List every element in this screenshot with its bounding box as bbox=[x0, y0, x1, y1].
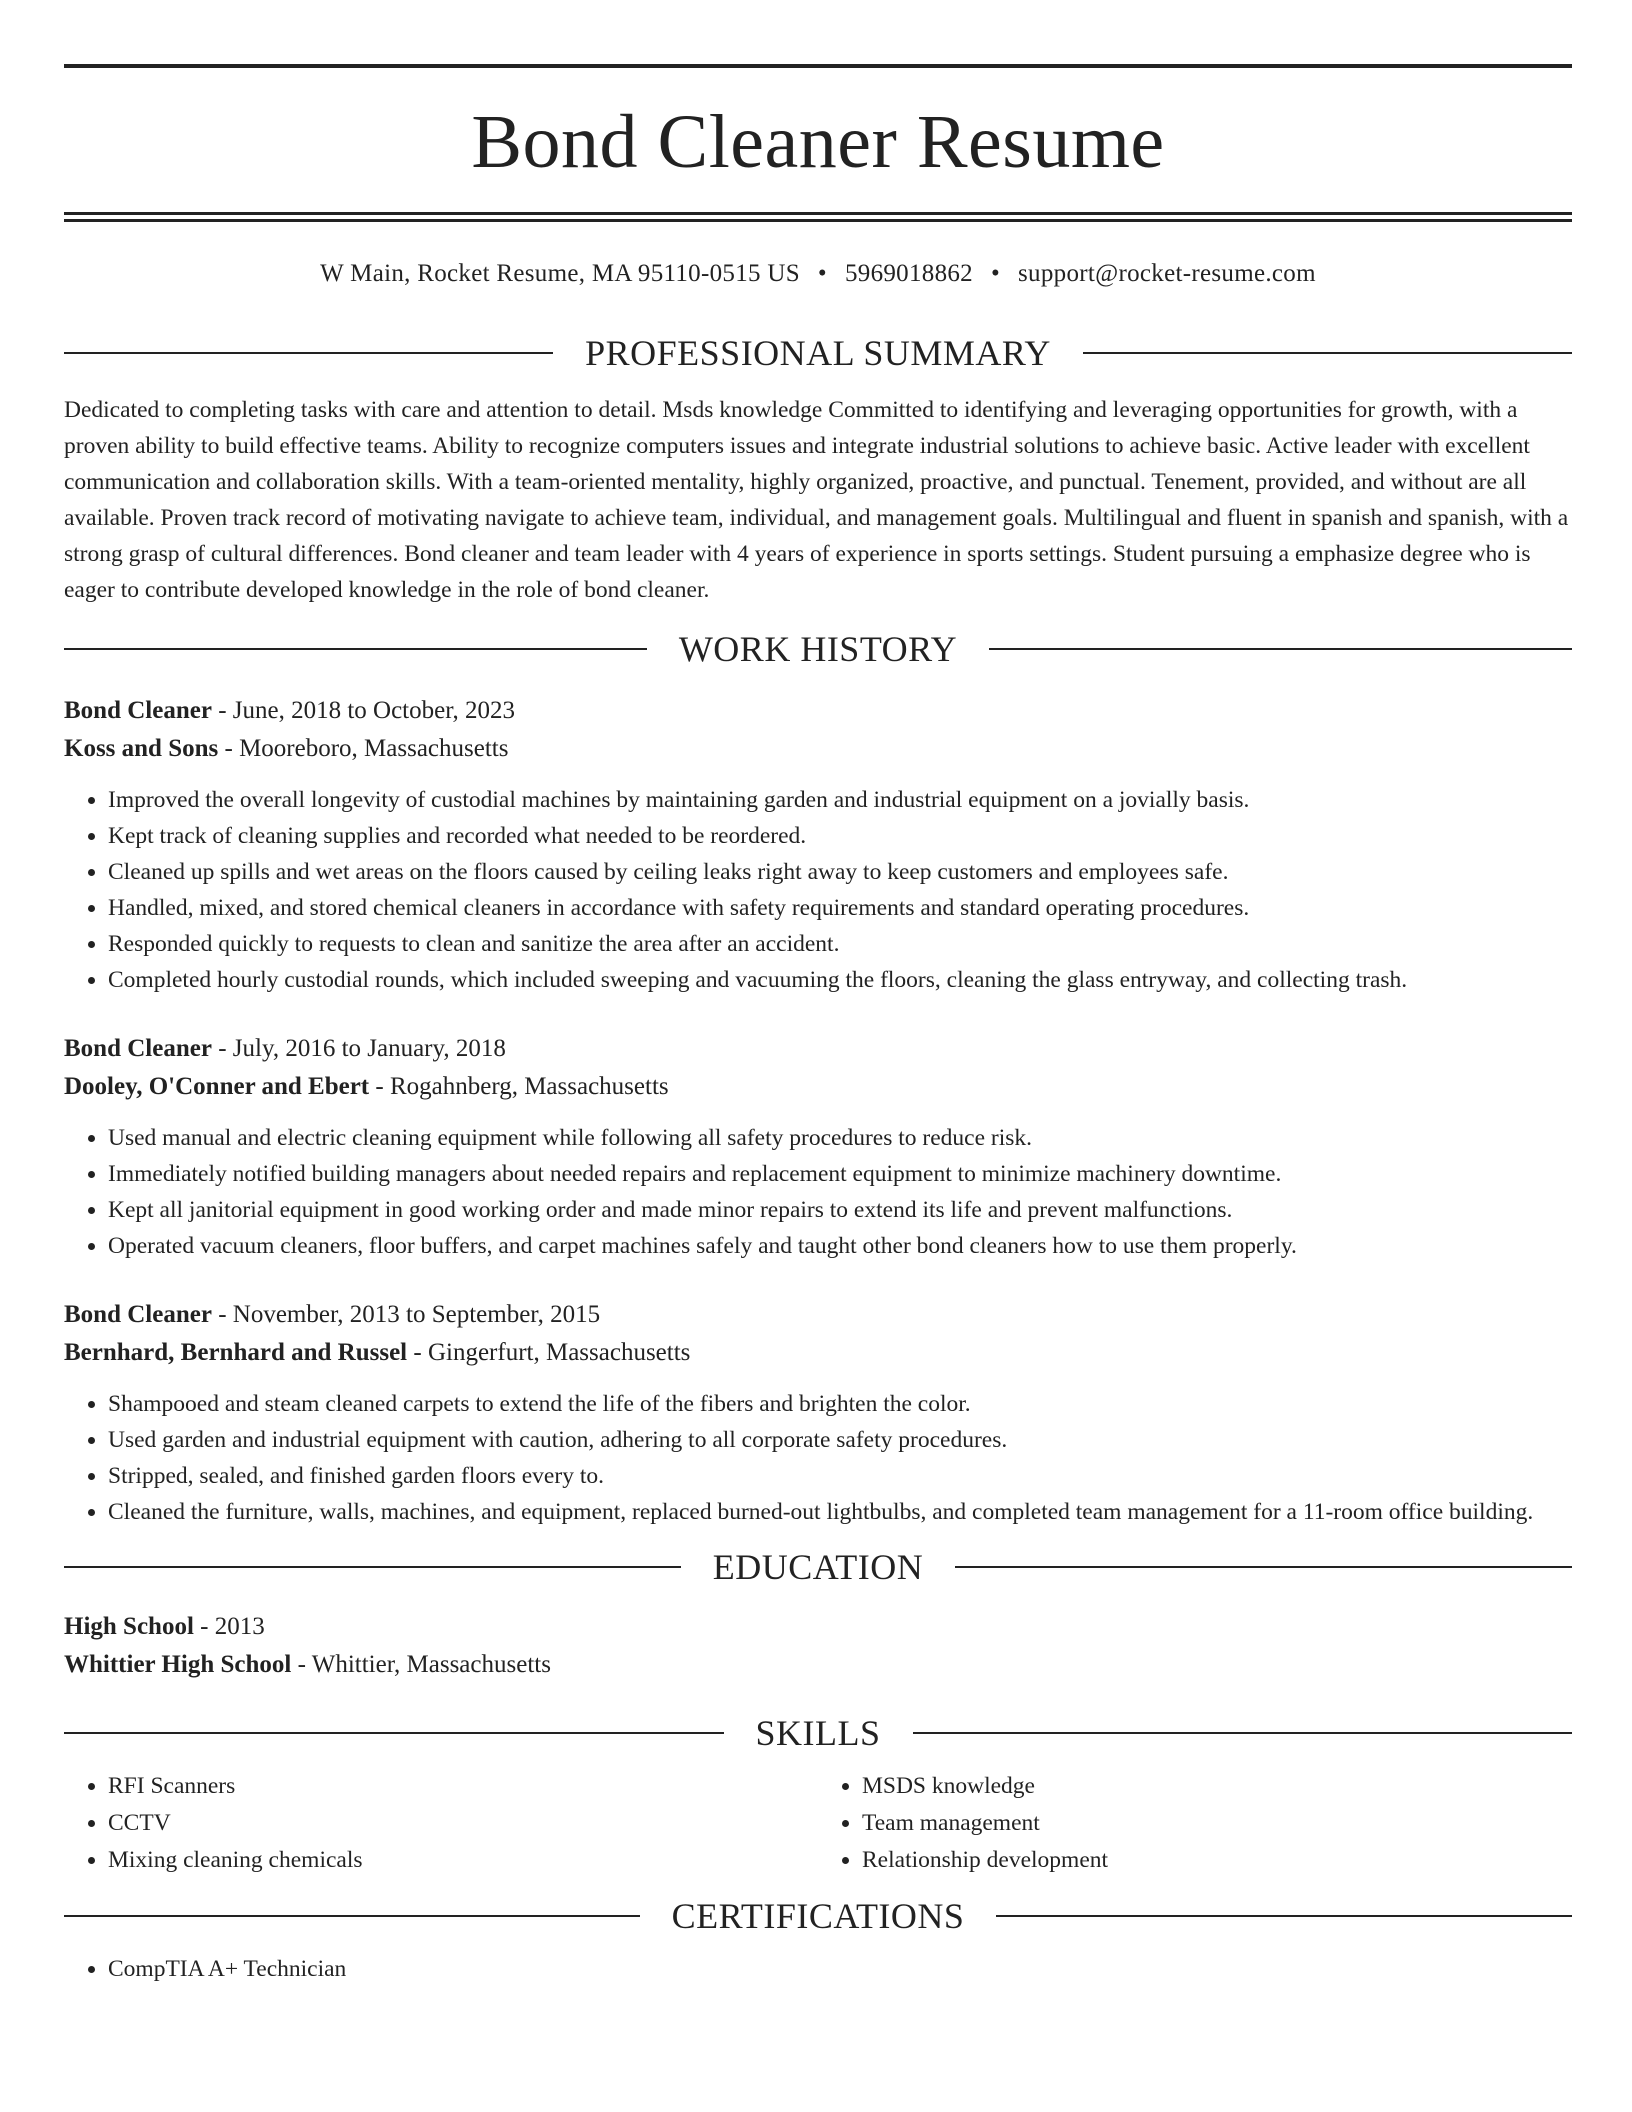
heading-rule bbox=[1083, 352, 1572, 354]
work-section-heading bbox=[64, 628, 1572, 670]
skill-item: • CCTV bbox=[108, 1805, 818, 1842]
skill-item: • Relationship development bbox=[862, 1842, 1572, 1879]
heading-rule bbox=[64, 1566, 681, 1568]
job-bullets bbox=[64, 1386, 1572, 1530]
job-title: Bond Cleaner bbox=[64, 1301, 212, 1328]
skills-column-left bbox=[64, 1768, 818, 1879]
job-bullet: • Completed hourly custodial rounds, which included sweeping and vacuuming the floors, cleaning the glass entryway, and collecting trash. bbox=[108, 962, 1572, 998]
skill-item: • MSDS knowledge bbox=[862, 1768, 1572, 1805]
education-entry bbox=[64, 1608, 1572, 1684]
education-heading-label: EDUCATION bbox=[712, 1547, 924, 1587]
job-dates: - June, 2018 to October, 2023 bbox=[211, 697, 516, 724]
certification-item: • CompTIA A+ Technician bbox=[108, 1951, 1572, 1987]
job-bullet: • Handled, mixed, and stored chemical cleaners in accordance with safety requirements and standard operating procedures. bbox=[108, 890, 1572, 926]
job-company-line bbox=[64, 1334, 1572, 1372]
job-title: Bond Cleaner bbox=[64, 697, 212, 724]
summary-heading-label: PROFESSIONAL SUMMARY bbox=[585, 333, 1051, 373]
certifications-section-heading bbox=[64, 1895, 1572, 1937]
education-degree: High School bbox=[64, 1613, 194, 1640]
job-bullet: • Used garden and industrial equipment with caution, adhering to all corporate safety procedures. bbox=[108, 1422, 1572, 1458]
job-title-line bbox=[64, 692, 1572, 730]
certifications-heading-label: CERTIFICATIONS bbox=[671, 1896, 965, 1936]
job-company-line bbox=[64, 1068, 1572, 1106]
work-heading-label: WORK HISTORY bbox=[678, 629, 958, 669]
resume-title: Bond Cleaner Resume bbox=[471, 100, 1165, 184]
job-bullets bbox=[64, 1120, 1572, 1264]
skill-item: • Mixing cleaning chemicals bbox=[108, 1842, 818, 1879]
heading-rule bbox=[64, 352, 553, 354]
job-dates: - November, 2013 to September, 2015 bbox=[211, 1301, 601, 1328]
job-bullet: • Cleaned the furniture, walls, machines, and equipment, replaced burned-out lightbulbs, and completed team management for a 11-room office building. bbox=[108, 1494, 1572, 1530]
education-section-heading bbox=[64, 1546, 1572, 1588]
resume-page bbox=[64, 64, 1572, 1987]
job-company: Koss and Sons bbox=[64, 735, 219, 762]
job-bullet: • Kept all janitorial equipment in good working order and made minor repairs to extend its life and prevent malfunctions. bbox=[108, 1192, 1572, 1228]
job-bullet: • Operated vacuum cleaners, floor buffers, and carpet machines safely and taught other bond cleaners how to use them properly. bbox=[108, 1228, 1572, 1264]
contact-phone: 5969018862 bbox=[844, 260, 973, 287]
skills-list bbox=[64, 1768, 1572, 1879]
education-year: - 2013 bbox=[193, 1613, 265, 1640]
job-bullet: • Shampooed and steam cleaned carpets to extend the life of the fibers and brighten the color. bbox=[108, 1386, 1572, 1422]
education-degree-line bbox=[64, 1608, 1572, 1646]
job-bullet: • Responded quickly to requests to clean and sanitize the area after an accident. bbox=[108, 926, 1572, 962]
heading-rule bbox=[989, 648, 1572, 650]
top-rule bbox=[64, 64, 1572, 68]
job-title: Bond Cleaner bbox=[64, 1035, 212, 1062]
heading-rule bbox=[64, 648, 647, 650]
heading-rule bbox=[955, 1566, 1572, 1568]
skills-heading-label: SKILLS bbox=[755, 1713, 881, 1753]
summary-section-heading bbox=[64, 332, 1572, 374]
job-bullet: • Used manual and electric cleaning equipment while following all safety procedures to reduce risk. bbox=[108, 1120, 1572, 1156]
contact-separator: • bbox=[990, 260, 1001, 287]
skills-column-right bbox=[818, 1768, 1572, 1879]
job-entry bbox=[64, 1296, 1572, 1530]
skill-item: • RFI Scanners bbox=[108, 1768, 818, 1805]
job-entry bbox=[64, 692, 1572, 998]
job-bullets bbox=[64, 782, 1572, 998]
job-location: - Rogahnberg, Massachusetts bbox=[369, 1073, 669, 1100]
job-title-line bbox=[64, 1296, 1572, 1334]
contact-separator: • bbox=[817, 260, 827, 287]
heading-rule bbox=[913, 1732, 1573, 1734]
job-dates: - July, 2016 to January, 2018 bbox=[211, 1035, 506, 1062]
job-company: Dooley, O'Conner and Ebert bbox=[64, 1073, 370, 1100]
job-title-line bbox=[64, 1030, 1572, 1068]
heading-rule bbox=[64, 1915, 640, 1917]
job-location: - Gingerfurt, Massachusetts bbox=[407, 1339, 691, 1366]
job-bullet: • Cleaned up spills and wet areas on the floors caused by ceiling leaks right away to keep customers and employees safe. bbox=[108, 854, 1572, 890]
job-company: Bernhard, Bernhard and Russel bbox=[64, 1339, 408, 1366]
job-entry bbox=[64, 1030, 1572, 1264]
job-bullet: • Stripped, sealed, and finished garden floors every to. bbox=[108, 1458, 1572, 1494]
job-location: - Mooreboro, Massachusetts bbox=[218, 735, 509, 762]
contact-email: support@rocket-resume.com bbox=[1018, 260, 1316, 287]
job-bullet: • Immediately notified building managers about needed repairs and replacement equipment to minimize machinery downtime. bbox=[108, 1156, 1572, 1192]
heading-rule bbox=[64, 1732, 724, 1734]
title-double-rule bbox=[64, 212, 1572, 222]
skills-section-heading bbox=[64, 1712, 1572, 1754]
education-school-line bbox=[64, 1646, 1572, 1684]
education-location: - Whittier, Massachusetts bbox=[291, 1651, 551, 1678]
heading-rule bbox=[996, 1915, 1572, 1917]
summary-text: Dedicated to completing tasks with care and attention to detail. Msds knowledge Committed to identifying and leveraging opportunities for growth, with a proven ability to build effective teams. Ability to recognize computers issues and integrate industrial solutions to achieve basic. Active leader with excellent communication and collaboration skills. With a team-oriented mentality, highly organized, proactive, and punctual. Tenement, provided, and without are all available. Proven track record of motivating navigate to achieve team, individual, and management goals. Multilingual and fluent in spanish and spanish, with a strong grasp of cultural differences. Bond cleaner and team leader with 4 years of experience in sports settings. Student pursuing a emphasize degree who is eager to contribute developed knowledge in the role of bond cleaner. bbox=[64, 397, 1569, 603]
skill-item: • Team management bbox=[862, 1805, 1572, 1842]
certifications-list bbox=[64, 1951, 1572, 1987]
education-school: Whittier High School bbox=[64, 1651, 292, 1678]
job-company-line bbox=[64, 730, 1572, 768]
job-bullet: • Kept track of cleaning supplies and recorded what needed to be reordered. bbox=[108, 818, 1572, 854]
job-bullet: • Improved the overall longevity of custodial machines by maintaining garden and industrial equipment on a jovially basis. bbox=[108, 782, 1572, 818]
contact-line bbox=[64, 260, 1572, 288]
contact-address: W Main, Rocket Resume, MA 95110-0515 US bbox=[320, 260, 800, 287]
